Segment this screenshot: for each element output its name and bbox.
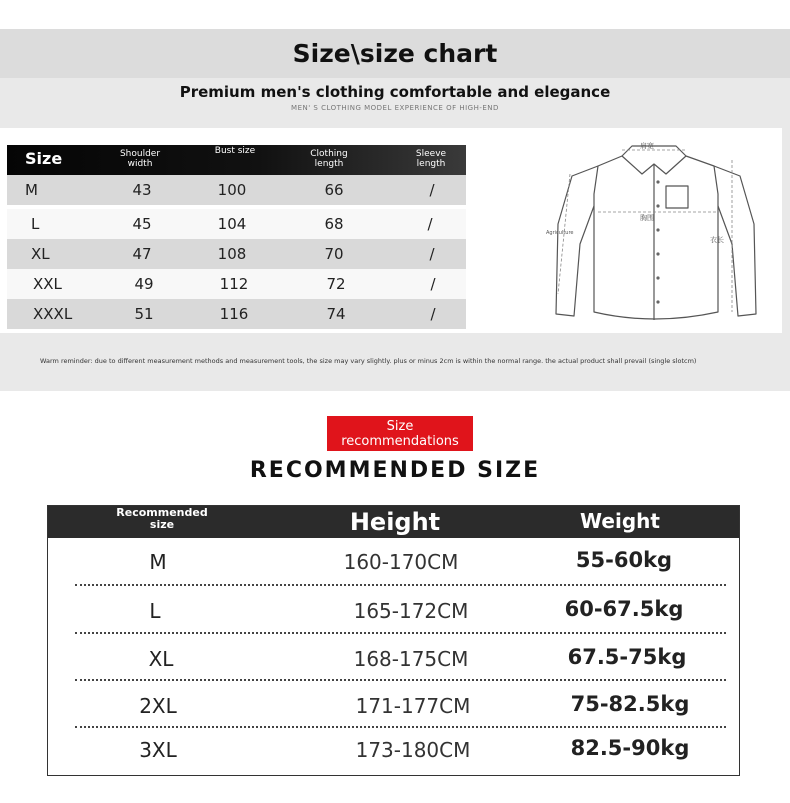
size-chart-row bbox=[7, 299, 466, 329]
cell-bust: 100 bbox=[217, 181, 247, 199]
recommendation-row bbox=[48, 636, 739, 683]
col-shoulder-header: Shoulder width bbox=[119, 149, 161, 169]
cell-shoulder: 47 bbox=[132, 245, 152, 263]
rec-weight: 82.5-90kg bbox=[570, 736, 690, 760]
shirt-left-sleeve bbox=[556, 166, 598, 316]
cell-sleeve: / bbox=[430, 305, 436, 323]
recommended-size-title: RECOMMENDED SIZE bbox=[249, 458, 541, 483]
size-recommendations-badge: Size recommendations bbox=[327, 416, 473, 451]
rec-height: 165-172CM bbox=[353, 599, 469, 623]
size-chart-row bbox=[7, 175, 466, 205]
cell-length: 66 bbox=[324, 181, 344, 199]
size-chart-row bbox=[7, 209, 466, 239]
size-chart-table bbox=[7, 145, 466, 329]
rec-size: XL bbox=[148, 647, 174, 671]
cell-size: XXL bbox=[33, 275, 62, 293]
cell-shoulder: 49 bbox=[134, 275, 154, 293]
cell-bust: 108 bbox=[217, 245, 247, 263]
rec-height: 160-170CM bbox=[343, 550, 459, 574]
rec-height: 171-177CM bbox=[355, 694, 471, 718]
col-length-header: Clothing length bbox=[310, 149, 348, 169]
cell-shoulder: 51 bbox=[134, 305, 154, 323]
cell-bust: 116 bbox=[219, 305, 249, 323]
cell-sleeve: / bbox=[430, 275, 436, 293]
recommendation-row bbox=[48, 588, 739, 635]
rec-height: 173-180CM bbox=[355, 738, 471, 762]
row-divider bbox=[75, 679, 726, 681]
row-divider bbox=[75, 632, 726, 634]
rec-size: M bbox=[149, 550, 167, 574]
cell-size: XL bbox=[31, 245, 50, 263]
rec-weight: 75-82.5kg bbox=[570, 692, 690, 716]
cell-shoulder: 45 bbox=[132, 215, 152, 233]
rec-size: 2XL bbox=[139, 694, 177, 718]
col-bust-header: Bust size bbox=[214, 146, 256, 156]
col-sleeve-header: Sleeve length bbox=[415, 149, 447, 169]
cell-sleeve: / bbox=[427, 215, 433, 233]
recommendation-header bbox=[48, 506, 739, 538]
tagline: Premium men's clothing comfortable and elegance bbox=[179, 83, 611, 101]
rec-weight: 55-60kg bbox=[575, 548, 673, 572]
cell-sleeve: / bbox=[429, 245, 435, 263]
rec-weight: 67.5-75kg bbox=[567, 645, 687, 669]
recommendation-row bbox=[48, 683, 739, 730]
col-recommended-size-header: Recommended size bbox=[116, 506, 208, 531]
rec-weight: 60-67.5kg bbox=[564, 597, 684, 621]
cell-size: M bbox=[25, 181, 38, 199]
label-sleeve: Agriculture bbox=[546, 230, 574, 236]
subtagline: MEN' S CLOTHING MODEL EXPERIENCE OF HIGH-END bbox=[291, 104, 499, 112]
page-title: Size\size chart bbox=[292, 39, 498, 68]
col-height-header: Height bbox=[349, 508, 441, 536]
row-divider bbox=[75, 584, 726, 586]
cell-bust: 112 bbox=[219, 275, 249, 293]
cell-bust: 104 bbox=[217, 215, 247, 233]
cell-length: 72 bbox=[326, 275, 346, 293]
shirt-body bbox=[594, 156, 718, 319]
col-size-header: Size bbox=[25, 149, 63, 168]
rec-height: 168-175CM bbox=[353, 647, 469, 671]
cell-size: L bbox=[31, 215, 40, 233]
label-length: 衣长 bbox=[710, 236, 724, 244]
rec-size: 3XL bbox=[139, 738, 177, 762]
size-chart-row bbox=[7, 269, 466, 299]
cell-sleeve: / bbox=[429, 181, 435, 199]
cell-shoulder: 43 bbox=[132, 181, 152, 199]
warm-reminder: Warm reminder: due to different measurement methods and measurement tools, the size may vary slightly. plus or minus 2cm is within the normal range. the actual product shall prevail (single slotcm) bbox=[40, 357, 697, 365]
cell-length: 68 bbox=[324, 215, 344, 233]
shirt-measurement-diagram bbox=[536, 134, 780, 330]
size-chart-row bbox=[7, 239, 466, 269]
label-bust: 胸围 bbox=[640, 214, 654, 222]
cell-length: 74 bbox=[326, 305, 346, 323]
cell-size: XXXL bbox=[33, 305, 73, 323]
col-weight-header: Weight bbox=[580, 509, 660, 533]
cell-length: 70 bbox=[324, 245, 344, 263]
recommendation-row bbox=[48, 727, 739, 774]
recommendation-row bbox=[48, 539, 739, 586]
rec-size: L bbox=[149, 599, 161, 623]
size-chart-header bbox=[7, 145, 466, 175]
label-shoulder: 肩宽 bbox=[640, 142, 654, 150]
